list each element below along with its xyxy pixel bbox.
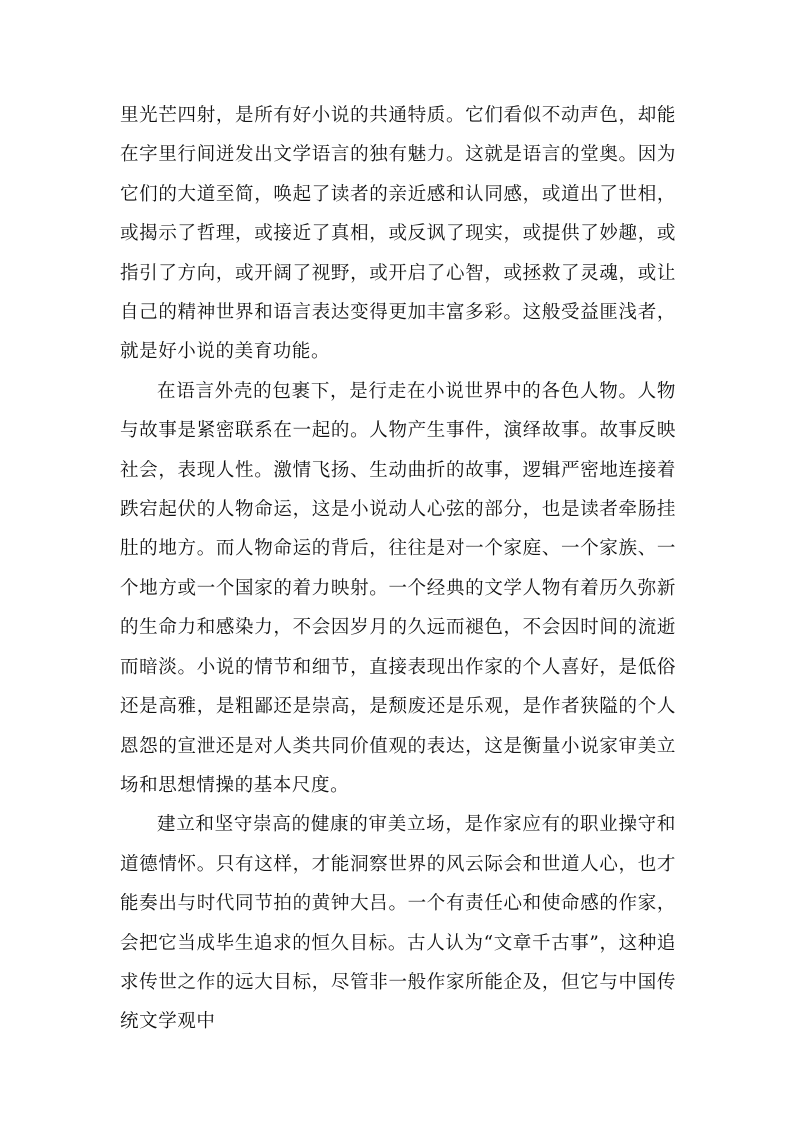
paragraph-3: 建立和坚守崇高的健康的审美立场，是作家应有的职业操守和道德情怀。只有这样，才能洞察世界的风云际会和世道人心，也才能奏出与时代同节拍的黄钟大吕。一个有责任心和使命感的作家，会把它当成毕生追求的恒久目标。古人认为“文章千古事”，这种追求传世之作的远大目标，尽管非一般作家所能企及，但它与中国传统文学观中 [120,814,676,1033]
paragraph-1: 里光芒四射，是所有好小说的共通特质。它们看似不动声色，却能在字里行间迸发出文学语言的独有魅力。这就是语言的堂奥。因为它们的大道至简，唤起了读者的亲近感和认同感，或道出了世相，或揭示了哲理，或接近了真相，或反讽了现实，或提供了妙趣，或指引了方向，或开阔了视野，或开启了心智，或拯救了灵魂，或让自己的精神世界和语言表达变得更加丰富多彩。这般受益匪浅者，就是好小说的美育功能。 [120,105,676,363]
document-page [120,96,676,1042]
paragraph-2: 在语言外壳的包裹下，是行走在小说世界中的各色人物。人物与故事是紧密联系在一起的。人物产生事件，演绎故事。故事反映社会，表现人性。激情飞扬、生动曲折的故事，逻辑严密地连接着跌宕起伏的人物命运，这是小说动人心弦的部分，也是读者牵肠挂肚的地方。而人物命运的背后，往往是对一个家庭、一个家族、一个地方或一个国家的着力映射。一个经典的文学人物有着历久弥新的生命力和感染力，不会因岁月的久远而褪色，不会因时间的流逝而暗淡。小说的情节和细节，直接表现出作家的个人喜好，是低俗还是高雅，是粗鄙还是崇高，是颓废还是乐观，是作者狭隘的个人恩怨的宣泄还是对人类共同价值观的表达，这是衡量小说家审美立场和思想情操的基本尺度。 [120,380,676,796]
